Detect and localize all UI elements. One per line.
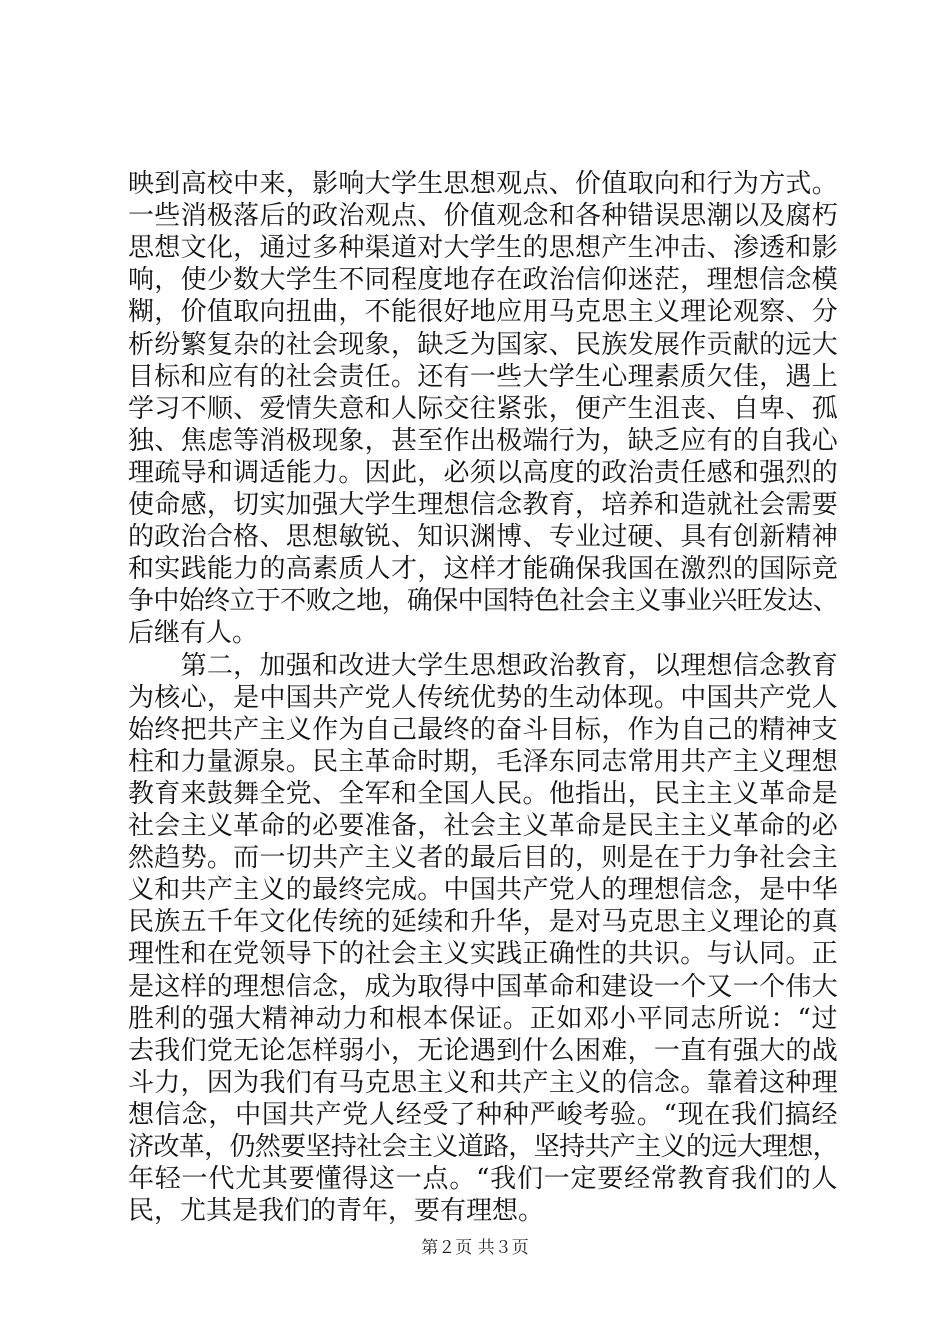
text-line: 斗力，因为我们有马克思主义和共产主义的信念。靠着这种理 [128,1067,839,1098]
text-line: 争中始终立于不败之地，确保中国特色社会主义事业兴旺发达、 [128,586,839,617]
text-line: 析纷繁复杂的社会现象，缺乏为国家、民族发展作贡献的远大 [128,329,839,360]
text-line: 和实践能力的高素质人才，这样才能确保我国在激烈的国际竞 [128,554,839,585]
text-line: 响，使少数大学生不同程度地存在政治信仰迷茫，理想信念模 [128,265,839,296]
text-line: 社会主义革命的必要准备，社会主义革命是民主主义革命的必 [128,811,839,841]
text-line: 第二，加强和改进大学生思想政治教育，以理想信念教育 [128,650,839,681]
text-line: 济改革，仍然要坚持社会主义道路，坚持共产主义的远大理想， [128,1132,839,1162]
text-line: 后继有人。 [128,618,259,649]
text-line: 是这样的理想信念，成为取得中国革命和建设一个又一个伟大 [128,971,839,1002]
text-line: 然趋势。而一切共产主义者的最后目的，则是在于力争社会主 [128,843,839,874]
text-line: 始终把共产主义作为自己最终的奋斗目标，作为自己的精神支 [128,714,839,745]
text-line: 目标和应有的社会责任。还有一些大学生心理素质欠佳，遇上 [128,361,839,392]
text-line: 民，尤其是我们的青年，要有理想。 [128,1196,545,1227]
text-line: 教育来鼓舞全党、全军和全国人民。他指出，民主主义革命是 [128,778,839,809]
text-line: 理性和在党领导下的社会主义实践正确性的共识。与认同。正 [128,939,839,970]
text-line: 年轻一代尤其要懂得这一点。“我们一定要经常教育我们的人 [128,1164,839,1195]
text-line: 想信念，中国共产党人经受了种种严峻考验。“现在我们搞经 [128,1099,839,1130]
text-line: 去我们党无论怎样弱小，无论遇到什么困难，一直有强大的战 [128,1035,839,1066]
text-line: 映到高校中来，影响大学生思想观点、价值取向和行为方式。 [128,169,839,199]
text-line: 独、焦虑等消极现象，甚至作出极端行为，缺乏应有的自我心 [128,425,839,456]
text-line: 胜利的强大精神动力和根本保证。正如邓小平同志所说：“过 [128,1003,839,1034]
page-number-footer: 第２页 共３页 [421,1238,529,1258]
text-line: 为核心，是中国共产党人传统优势的生动体现。中国共产党人 [128,682,839,713]
text-line: 糊，价值取向扭曲，不能很好地应用马克思主义理论观察、分 [128,297,839,328]
text-line: 义和共产主义的最终完成。中国共产党人的理想信念，是中华 [128,875,839,906]
text-line: 的政治合格、思想敏锐、知识渊博、专业过硬、具有创新精神 [128,522,839,553]
text-line: 一些消极落后的政治观点、价值观念和各种错误思潮以及腐朽 [128,201,839,232]
text-line: 使命感，切实加强大学生理想信念教育，培养和造就社会需要 [128,490,839,520]
text-line: 理疏导和调适能力。因此，必须以高度的政治责任感和强烈的 [128,457,839,488]
text-line: 柱和力量源泉。民主革命时期，毛泽东同志常用共产主义理想 [128,746,839,777]
text-line: 思想文化，通过多种渠道对大学生的思想产生冲击、渗透和影 [128,233,839,264]
text-line: 学习不顺、爱情失意和人际交往紧张，便产生沮丧、自卑、孤 [128,393,839,424]
text-line: 民族五千年文化传统的延续和升华，是对马克思主义理论的真 [128,907,839,938]
